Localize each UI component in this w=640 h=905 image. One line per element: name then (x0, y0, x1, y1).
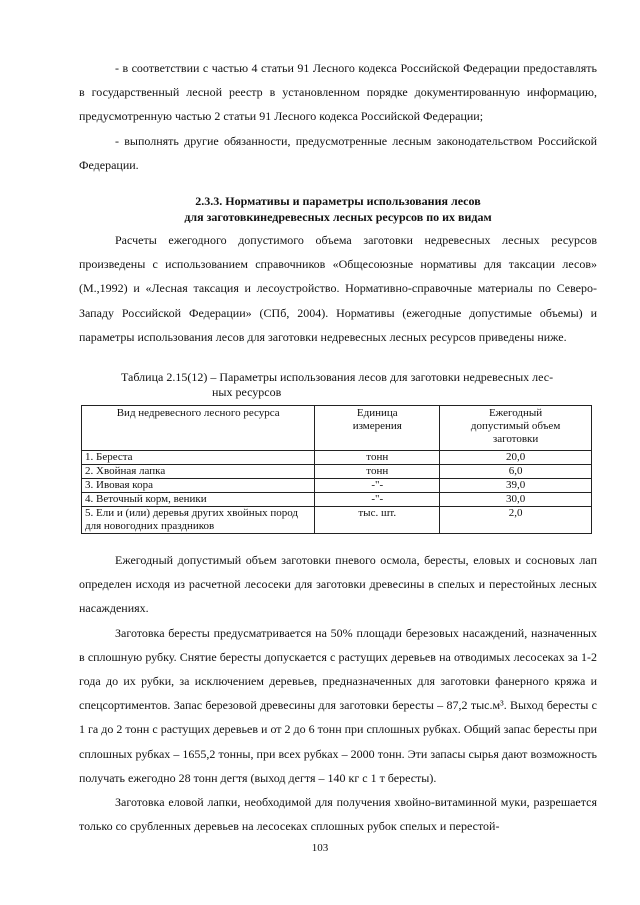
intro-block (79, 228, 597, 349)
table-caption-line: ных ресурсов (212, 385, 282, 399)
header-unit (315, 406, 440, 451)
table-row (82, 479, 592, 493)
table-row (82, 465, 592, 479)
cell-volume: 6,0 (440, 465, 592, 479)
harvest-paragraph: Заготовка бересты предусматривается на 50% площади березовых насаждений, назначенных в сплошную рубку. Снятие бересты допускается с растущих деревьев на отводимых лесосеках за 1-2 года до их рубки, за исключением деревьев, предназначенных для заготовки фанерного кряжа и спецсортиментов. Запас березовой древесины для заготовки бересты – 87,2 тыс.м³. Выход бересты с 1 га до 2 тонн с растущих деревьев и от 2 до 6 тонн при сплошных рубках. Общий запас бересты при сплошных рубках – 1655,2 тонны, при всех рубках – 2000 тонн. Эти запасы сырья дают возможность получать ежегодно 28 тонн дегтя (выход дегтя – 140 кг с 1 т бересты). (79, 625, 597, 785)
cell-volume: 30,0 (440, 493, 592, 507)
cell-resource: 1. Береста (82, 451, 315, 465)
resources-table (81, 405, 592, 534)
section-heading (79, 193, 597, 225)
duties-list (79, 56, 597, 177)
cell-volume: 2,0 (440, 507, 592, 534)
harvest-paragraph: Ежегодный допустимый объем заготовки пневого осмола, бересты, еловых и сосновых лап определен исходя из расчетной лесосеки для заготовки древесины в спелых и перестойных лесных насаждениях. (79, 553, 597, 616)
cell-resource: 5. Ели и (или) деревья других хвойных пород для новогодних праздников (82, 507, 315, 534)
intro-paragraph: Расчеты ежегодного допустимого объема заготовки недревесных лесных ресурсов произведены с использованием справочников «Общесоюзные нормативы для таксации лесов» (М.,1992) и «Лесная таксация и лесоустройство. Нормативно-справочные материалы по Северо-Западу Российской Федерации» (СПб, 2004). Нормативы (ежегодные допустимые объемы) и параметры использования лесов для заготовки недревесных лесных ресурсов приведены ниже. (79, 233, 597, 344)
cell-resource: 4. Веточный корм, веники (82, 493, 315, 507)
cell-volume: 39,0 (440, 479, 592, 493)
cell-unit: -"- (315, 479, 440, 493)
table-row (82, 507, 592, 534)
table-caption-line: Таблица 2.15(12) – Параметры использования лесов для заготовки недревесных лес- (121, 370, 554, 384)
cell-unit: тонн (315, 465, 440, 479)
table-caption (79, 370, 597, 400)
duty-paragraph: - в соответствии с частью 4 статьи 91 Лесного кодекса Российской Федерации предоставлять в государственный лесной реестр в установленном порядке документированную информацию, предусмотренную частью 2 статьи 91 Лесного кодекса Российской Федерации; (79, 61, 597, 124)
header-unit-text: Единица измерения (352, 407, 402, 432)
duty-paragraph: - выполнять другие обязанности, предусмотренные лесным законодательством Российской Федерации. (79, 133, 597, 172)
table-row (82, 451, 592, 465)
header-resource-type: Вид недревесного лесного ресурса (82, 406, 315, 451)
header-annual-volume-text: Ежегодный допустимый объем заготовки (470, 407, 561, 445)
section-heading-line: 2.3.3. Нормативы и параметры использования лесов (195, 194, 481, 208)
cell-unit: тыс. шт. (315, 507, 440, 534)
table-row (82, 493, 592, 507)
harvest-paragraph: Заготовка еловой лапки, необходимой для получения хвойно-витаминной муки, разрешается только со срубленных деревьев на лесосеках сплошных рубок спелых и перестой- (79, 795, 597, 834)
cell-resource: 3. Ивовая кора (82, 479, 315, 493)
cell-volume: 20,0 (440, 451, 592, 465)
table-header-row (82, 406, 592, 451)
harvest-text (79, 548, 597, 838)
cell-resource: 2. Хвойная лапка (82, 465, 315, 479)
page-number: 103 (311, 842, 329, 854)
header-annual-volume (440, 406, 592, 451)
section-heading-line: для заготовкинедревесных лесных ресурсов по их видам (184, 210, 492, 224)
cell-unit: -"- (315, 493, 440, 507)
cell-unit: тонн (315, 451, 440, 465)
